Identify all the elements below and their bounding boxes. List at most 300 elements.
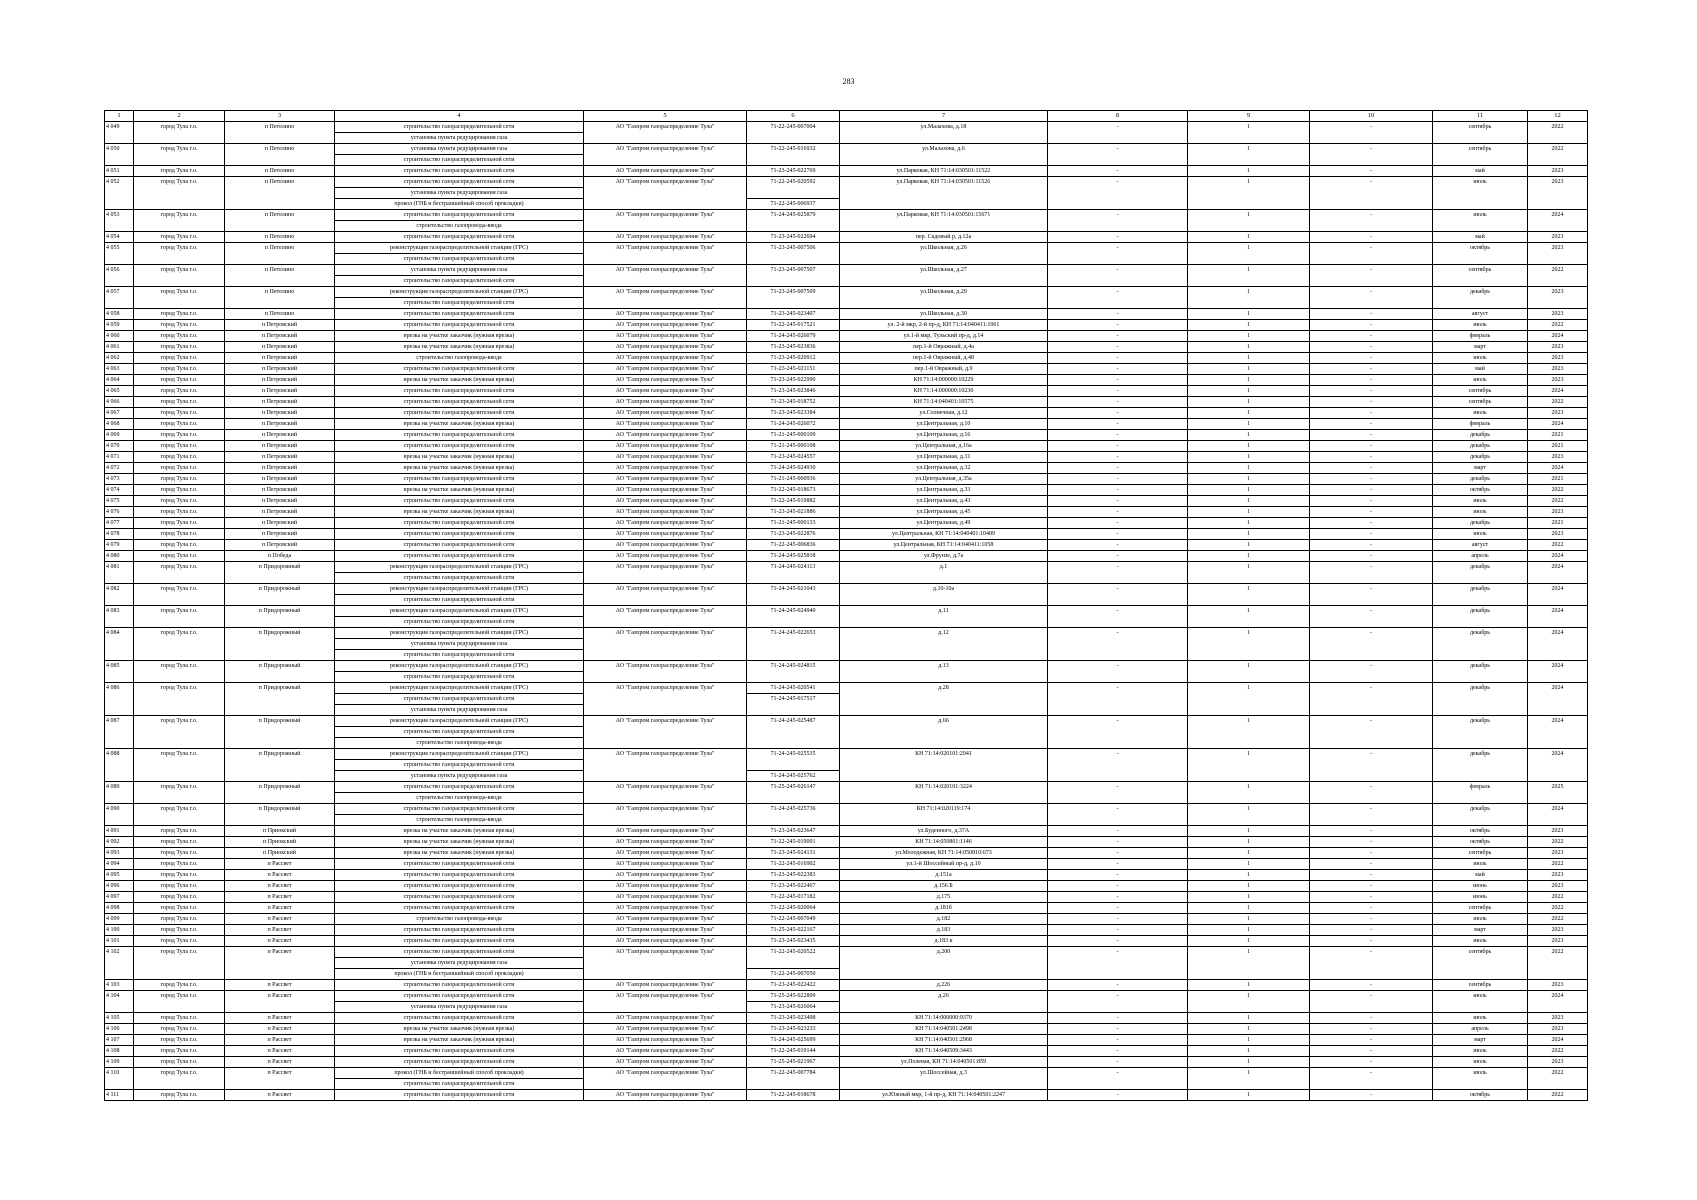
table-row — [105, 507, 1588, 518]
month — [1433, 694, 1528, 705]
organization: АО "Газпром газораспределение Тула" — [584, 232, 747, 243]
year — [1528, 188, 1588, 199]
address — [840, 254, 1048, 265]
month — [1433, 793, 1528, 804]
table-row — [105, 892, 1588, 903]
col-9-value — [1188, 595, 1310, 606]
col-9-value: 1 — [1188, 430, 1310, 441]
address: ул.Парковая, КН 71:14:030501:15671 — [840, 210, 1048, 221]
work-type: строительство газопровода-ввода — [335, 353, 584, 364]
application-code: 71-23-245-023407 — [747, 309, 840, 320]
entry-number: 4 062 — [105, 353, 134, 364]
work-type: строительство газораспределительной сети — [335, 947, 584, 958]
month: июль — [1433, 1013, 1528, 1024]
col-10-value — [1310, 650, 1433, 661]
settlement: п Петровский — [225, 353, 335, 364]
column-number: 7 — [840, 111, 1048, 122]
col-10-value: - — [1310, 529, 1433, 540]
municipality — [134, 133, 225, 144]
organization: АО "Газпром газораспределение Тула" — [584, 562, 747, 573]
col-8-value — [1048, 188, 1188, 199]
year: 2023 — [1528, 177, 1588, 188]
col-10-value: - — [1310, 485, 1433, 496]
municipality: город Тула г.о. — [134, 540, 225, 551]
application-code: 71-23-245-021151 — [747, 364, 840, 375]
entry-number: 4 092 — [105, 837, 134, 848]
organization: АО "Газпром газораспределение Тула" — [584, 826, 747, 837]
col-10-value — [1310, 760, 1433, 771]
table-row — [105, 991, 1588, 1002]
entry-number: 4 068 — [105, 419, 134, 430]
settlement: п Рассвет — [225, 1013, 335, 1024]
work-type: строительство газораспределительной сети — [335, 408, 584, 419]
settlement: п Придорожный — [225, 782, 335, 793]
col-9-value: 1 — [1188, 320, 1310, 331]
organization: АО "Газпром газораспределение Тула" — [584, 364, 747, 375]
work-type: прокол (ГНБ и бестраншейный способ прокладки) — [335, 199, 584, 210]
col-10-value: - — [1310, 243, 1433, 254]
col-8-value: - — [1048, 991, 1188, 1002]
year: 2022 — [1528, 1068, 1588, 1079]
column-number: 2 — [134, 111, 225, 122]
col-8-value: - — [1048, 452, 1188, 463]
table-row — [105, 914, 1588, 925]
col-8-value: - — [1048, 353, 1188, 364]
year — [1528, 1002, 1588, 1013]
entry-number: 4 100 — [105, 925, 134, 936]
organization: АО "Газпром газораспределение Тула" — [584, 144, 747, 155]
table-row — [105, 881, 1588, 892]
year — [1528, 705, 1588, 716]
col-10-value — [1310, 694, 1433, 705]
month: июль — [1433, 1068, 1528, 1079]
col-10-value: - — [1310, 144, 1433, 155]
organization: АО "Газпром газораспределение Тула" — [584, 837, 747, 848]
work-type: строительство газораспределительной сети — [335, 210, 584, 221]
year: 2022 — [1528, 1090, 1588, 1101]
month: июль — [1433, 529, 1528, 540]
table-row — [105, 683, 1588, 694]
col-8-value: - — [1048, 474, 1188, 485]
application-code: 71-22-245-019882 — [747, 496, 840, 507]
col-8-value — [1048, 738, 1188, 749]
application-code — [747, 705, 840, 716]
entry-number: 4 069 — [105, 430, 134, 441]
entry-number: 4 063 — [105, 364, 134, 375]
table-row — [105, 419, 1588, 430]
settlement: п Петровский — [225, 375, 335, 386]
col-10-value: - — [1310, 265, 1433, 276]
table-row — [105, 122, 1588, 133]
address: ул.Школьная, д.29 — [840, 287, 1048, 298]
month — [1433, 727, 1528, 738]
column-number: 5 — [584, 111, 747, 122]
settlement — [225, 155, 335, 166]
col-9-value: 1 — [1188, 870, 1310, 881]
municipality: город Тула г.о. — [134, 716, 225, 727]
address — [840, 298, 1048, 309]
municipality — [134, 595, 225, 606]
year: 2023 — [1528, 980, 1588, 991]
organization: АО "Газпром газораспределение Тула" — [584, 430, 747, 441]
col-8-value: - — [1048, 1090, 1188, 1101]
settlement — [225, 705, 335, 716]
municipality: город Тула г.о. — [134, 804, 225, 815]
entry-number — [105, 639, 134, 650]
year: 2023 — [1528, 870, 1588, 881]
table-row-continuation — [105, 133, 1588, 144]
month — [1433, 254, 1528, 265]
col-10-value: - — [1310, 903, 1433, 914]
organization: АО "Газпром газораспределение Тула" — [584, 397, 747, 408]
municipality — [134, 672, 225, 683]
col-8-value: - — [1048, 375, 1188, 386]
col-10-value: - — [1310, 342, 1433, 353]
organization: АО "Газпром газораспределение Тула" — [584, 903, 747, 914]
work-type: строительство газораспределительной сети — [335, 650, 584, 661]
col-10-value — [1310, 617, 1433, 628]
col-8-value: - — [1048, 540, 1188, 551]
application-code: 71-23-245-022876 — [747, 529, 840, 540]
table-row — [105, 980, 1588, 991]
application-code: 71-25-245-021967 — [747, 1057, 840, 1068]
month — [1433, 595, 1528, 606]
settlement — [225, 738, 335, 749]
entry-number: 4 061 — [105, 342, 134, 353]
entry-number: 4 073 — [105, 474, 134, 485]
municipality — [134, 760, 225, 771]
organization — [584, 727, 747, 738]
col-10-value: - — [1310, 826, 1433, 837]
organization: АО "Газпром газораспределение Тула" — [584, 980, 747, 991]
col-8-value: - — [1048, 320, 1188, 331]
organization — [584, 1002, 747, 1013]
col-9-value: 1 — [1188, 122, 1310, 133]
organization: АО "Газпром газораспределение Тула" — [584, 914, 747, 925]
month: июнь — [1433, 892, 1528, 903]
table-row-continuation — [105, 958, 1588, 969]
year: 2023 — [1528, 232, 1588, 243]
column-number: 3 — [225, 111, 335, 122]
organization: АО "Газпром газораспределение Тула" — [584, 936, 747, 947]
organization: АО "Газпром газораспределение Тула" — [584, 342, 747, 353]
month: сентябрь — [1433, 397, 1528, 408]
col-9-value: 1 — [1188, 485, 1310, 496]
address: КН 71:14:000000:9370 — [840, 1013, 1048, 1024]
application-code: 71-24-245-026079 — [747, 331, 840, 342]
col-10-value — [1310, 771, 1433, 782]
application-code — [747, 639, 840, 650]
entry-number: 4 049 — [105, 122, 134, 133]
column-number: 8 — [1048, 111, 1188, 122]
col-8-value: - — [1048, 1068, 1188, 1079]
col-8-value: - — [1048, 749, 1188, 760]
address — [840, 672, 1048, 683]
col-8-value: - — [1048, 408, 1188, 419]
col-10-value: - — [1310, 914, 1433, 925]
col-8-value: - — [1048, 265, 1188, 276]
month: декабрь — [1433, 683, 1528, 694]
municipality — [134, 793, 225, 804]
month — [1433, 969, 1528, 980]
organization: АО "Газпром газораспределение Тула" — [584, 1057, 747, 1068]
address — [840, 958, 1048, 969]
col-9-value — [1188, 188, 1310, 199]
address — [840, 276, 1048, 287]
col-9-value — [1188, 958, 1310, 969]
organization: АО "Газпром газораспределение Тула" — [584, 309, 747, 320]
settlement: п Приокский — [225, 848, 335, 859]
municipality: город Тула г.о. — [134, 463, 225, 474]
month — [1433, 639, 1528, 650]
municipality: город Тула г.о. — [134, 1035, 225, 1046]
address: ул.Молодежная, КН 71:14:050810:673 — [840, 848, 1048, 859]
municipality: город Тула г.о. — [134, 936, 225, 947]
column-number: 9 — [1188, 111, 1310, 122]
application-code — [747, 738, 840, 749]
table-row-continuation — [105, 276, 1588, 287]
gasification-register-table — [104, 110, 1588, 1101]
table-row-continuation — [105, 573, 1588, 584]
application-code — [747, 155, 840, 166]
settlement — [225, 133, 335, 144]
address: ул.1-й Шоссейный пр-д, д.10 — [840, 859, 1048, 870]
organization: АО "Газпром газораспределение Тула" — [584, 881, 747, 892]
address — [840, 760, 1048, 771]
address: ул.Шоссейная, д.3 — [840, 1068, 1048, 1079]
entry-number: 4 094 — [105, 859, 134, 870]
settlement: п Петровский — [225, 408, 335, 419]
entry-number: 4 052 — [105, 177, 134, 188]
col-9-value: 1 — [1188, 661, 1310, 672]
application-code: 71-23-245-023233 — [747, 1024, 840, 1035]
month: октябрь — [1433, 837, 1528, 848]
table-row — [105, 1046, 1588, 1057]
work-type: строительство газораспределительной сети — [335, 694, 584, 705]
month: июнь — [1433, 881, 1528, 892]
entry-number — [105, 958, 134, 969]
municipality: город Тула г.о. — [134, 452, 225, 463]
application-code: 71-22-245-016932 — [747, 144, 840, 155]
col-10-value: - — [1310, 386, 1433, 397]
col-10-value: - — [1310, 782, 1433, 793]
col-8-value: - — [1048, 210, 1188, 221]
col-10-value: - — [1310, 1013, 1433, 1024]
organization: АО "Газпром газораспределение Тула" — [584, 870, 747, 881]
address: д.156 Б — [840, 881, 1048, 892]
year: 2025 — [1528, 782, 1588, 793]
col-10-value: - — [1310, 991, 1433, 1002]
application-code: 71-23-245-022467 — [747, 881, 840, 892]
col-10-value: - — [1310, 430, 1433, 441]
work-type: строительство газораспределительной сети — [335, 551, 584, 562]
table-row — [105, 859, 1588, 870]
table-row — [105, 529, 1588, 540]
work-type: строительство газораспределительной сети — [335, 518, 584, 529]
year — [1528, 958, 1588, 969]
work-type: прокол (ГНБ и бестраншейный способ прокладки) — [335, 1068, 584, 1079]
col-9-value: 1 — [1188, 529, 1310, 540]
address: ул.Южный мкр, 1-й пр-д, КН 71:14:040501:2247 — [840, 1090, 1048, 1101]
organization — [584, 969, 747, 980]
col-8-value: - — [1048, 463, 1188, 474]
municipality — [134, 1079, 225, 1090]
work-type: строительство газораспределительной сети — [335, 122, 584, 133]
address — [840, 639, 1048, 650]
settlement: п Рассвет — [225, 991, 335, 1002]
municipality — [134, 199, 225, 210]
settlement: п Приокский — [225, 837, 335, 848]
address: КН 71:14:020101:2941 — [840, 749, 1048, 760]
address: ул.Центральная, д.32 — [840, 463, 1048, 474]
col-10-value: - — [1310, 507, 1433, 518]
organization: АО "Газпром газораспределение Тула" — [584, 243, 747, 254]
column-number: 4 — [335, 111, 584, 122]
settlement: п Петелино — [225, 166, 335, 177]
month: май — [1433, 166, 1528, 177]
year: 2024 — [1528, 991, 1588, 1002]
municipality: город Тула г.о. — [134, 485, 225, 496]
col-9-value: 1 — [1188, 837, 1310, 848]
settlement: п Петровский — [225, 397, 335, 408]
application-code: 71-24-245-025535 — [747, 749, 840, 760]
application-code: 71-22-245-016902 — [747, 859, 840, 870]
organization — [584, 639, 747, 650]
col-10-value: - — [1310, 320, 1433, 331]
application-code — [747, 793, 840, 804]
application-code: 71-22-245-018678 — [747, 1090, 840, 1101]
work-type: прокол (ГНБ и бестраншейный способ прокладки) — [335, 969, 584, 980]
entry-number — [105, 694, 134, 705]
year: 2022 — [1528, 320, 1588, 331]
entry-number — [105, 969, 134, 980]
work-type: строительство газораспределительной сети — [335, 672, 584, 683]
entry-number: 4 085 — [105, 661, 134, 672]
settlement — [225, 639, 335, 650]
table-row — [105, 606, 1588, 617]
municipality: город Тула г.о. — [134, 287, 225, 298]
col-8-value: - — [1048, 870, 1188, 881]
col-10-value: - — [1310, 419, 1433, 430]
address: ул.Фрунзе, д.7а — [840, 551, 1048, 562]
municipality — [134, 276, 225, 287]
settlement: п Придорожный — [225, 584, 335, 595]
organization: АО "Газпром газораспределение Тула" — [584, 606, 747, 617]
application-code — [747, 617, 840, 628]
address: ул.Школьная, д.30 — [840, 309, 1048, 320]
year — [1528, 650, 1588, 661]
entry-number: 4 056 — [105, 265, 134, 276]
work-type: строительство газораспределительной сети — [335, 925, 584, 936]
column-number: 10 — [1310, 111, 1433, 122]
month: февраль — [1433, 419, 1528, 430]
application-code: 71-24-245-020541 — [747, 683, 840, 694]
col-8-value — [1048, 727, 1188, 738]
page-number: 283 — [842, 77, 855, 86]
organization — [584, 672, 747, 683]
application-code: 71-23-245-023435 — [747, 936, 840, 947]
settlement: п Рассвет — [225, 1090, 335, 1101]
municipality: город Тула г.о. — [134, 375, 225, 386]
table-row — [105, 584, 1588, 595]
work-type: строительство газораспределительной сети — [335, 881, 584, 892]
settlement — [225, 276, 335, 287]
organization: АО "Газпром газораспределение Тула" — [584, 210, 747, 221]
col-10-value: - — [1310, 551, 1433, 562]
month: декабрь — [1433, 430, 1528, 441]
municipality: город Тула г.о. — [134, 870, 225, 881]
col-10-value — [1310, 969, 1433, 980]
col-10-value — [1310, 298, 1433, 309]
organization: АО "Газпром газораспределение Тула" — [584, 683, 747, 694]
col-9-value: 1 — [1188, 452, 1310, 463]
month — [1433, 1079, 1528, 1090]
entry-number: 4 077 — [105, 518, 134, 529]
application-code: 71-22-245-020064 — [747, 903, 840, 914]
col-9-value: 1 — [1188, 628, 1310, 639]
address: д.13 — [840, 661, 1048, 672]
entry-number: 4 109 — [105, 1057, 134, 1068]
settlement: п Петровский — [225, 364, 335, 375]
address: д.66 — [840, 716, 1048, 727]
work-type: установка пункта редуцирования газа — [335, 958, 584, 969]
col-8-value — [1048, 1002, 1188, 1013]
organization: АО "Газпром газораспределение Тула" — [584, 628, 747, 639]
municipality: город Тула г.о. — [134, 1013, 225, 1024]
table-row — [105, 441, 1588, 452]
organization — [584, 254, 747, 265]
work-type: врезка на участке заказчик (нужная врезка) — [335, 452, 584, 463]
application-code: 71-25-245-022167 — [747, 925, 840, 936]
settlement — [225, 969, 335, 980]
settlement: п Рассвет — [225, 1024, 335, 1035]
year: 2023 — [1528, 1013, 1588, 1024]
col-10-value: - — [1310, 408, 1433, 419]
col-9-value: 1 — [1188, 716, 1310, 727]
column-number: 1 — [105, 111, 134, 122]
col-9-value: 1 — [1188, 375, 1310, 386]
address: д.26 — [840, 991, 1048, 1002]
work-type: врезка на участке заказчик (нужная врезка) — [335, 837, 584, 848]
col-8-value — [1048, 815, 1188, 826]
application-code: 71-24-245-025879 — [747, 210, 840, 221]
table-row — [105, 463, 1588, 474]
entry-number: 4 066 — [105, 397, 134, 408]
application-code: 71-22-245-019144 — [747, 1046, 840, 1057]
organization: АО "Газпром газораспределение Тула" — [584, 1068, 747, 1079]
month: октябрь — [1433, 1090, 1528, 1101]
settlement — [225, 771, 335, 782]
work-type: установка пункта редуцирования газа — [335, 705, 584, 716]
year: 2024 — [1528, 628, 1588, 639]
col-9-value: 1 — [1188, 1057, 1310, 1068]
organization: АО "Газпром газораспределение Тула" — [584, 848, 747, 859]
application-code: 71-23-245-022769 — [747, 166, 840, 177]
work-type: строительство газораспределительной сети — [335, 892, 584, 903]
settlement: п Петелино — [225, 309, 335, 320]
month: май — [1433, 364, 1528, 375]
year: 2023 — [1528, 243, 1588, 254]
year: 2022 — [1528, 122, 1588, 133]
organization: АО "Газпром газораспределение Тула" — [584, 661, 747, 672]
col-9-value: 1 — [1188, 683, 1310, 694]
year: 2024 — [1528, 386, 1588, 397]
municipality: город Тула г.о. — [134, 353, 225, 364]
month: май — [1433, 870, 1528, 881]
address — [840, 133, 1048, 144]
col-10-value: - — [1310, 1057, 1433, 1068]
municipality: город Тула г.о. — [134, 584, 225, 595]
